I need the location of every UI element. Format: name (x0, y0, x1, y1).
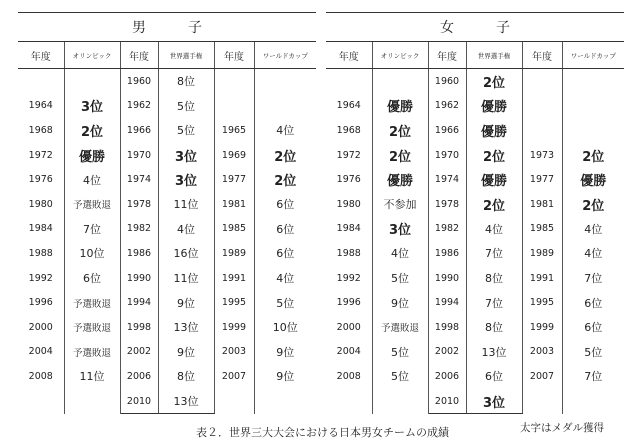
year-cell: 1966 (428, 118, 466, 143)
world-championship-cell: 13位 (158, 315, 214, 340)
year-cell: 1972 (326, 143, 372, 168)
olympics-cell: 5位 (372, 266, 428, 291)
year-cell: 1964 (18, 94, 64, 119)
year-cell: 2004 (326, 340, 372, 365)
header-world-cup: ワールドカップ (254, 42, 316, 69)
medal-note: 太字はメダル獲得 (520, 422, 604, 434)
year-cell: 1976 (18, 167, 64, 192)
world-cup-cell: 2位 (274, 174, 297, 190)
header-year: 年度 (214, 42, 254, 69)
table-row (326, 340, 624, 365)
table-row (326, 94, 624, 119)
table-row (18, 217, 316, 242)
year-cell: 1998 (428, 315, 466, 340)
year-cell: 1972 (18, 143, 64, 168)
year-cell (214, 94, 254, 119)
table-row (326, 315, 624, 340)
world-cup-cell (562, 389, 624, 414)
world-championship-cell: 9位 (158, 290, 214, 315)
world-championship-cell: 2位 (466, 143, 522, 168)
table-row (18, 290, 316, 315)
world-championship-cell: 3位 (466, 389, 522, 414)
world-cup-cell: 6位 (276, 247, 295, 261)
header-year: 年度 (120, 42, 158, 69)
year-cell: 1969 (214, 143, 254, 168)
year-cell: 1981 (522, 192, 562, 217)
year-cell: 1988 (326, 241, 372, 266)
year-cell: 2008 (326, 364, 372, 389)
year-cell: 2008 (18, 364, 64, 389)
header-olympics: オリンピック (64, 42, 120, 69)
year-cell: 1991 (522, 266, 562, 291)
year-cell: 1970 (120, 143, 158, 168)
olympics-cell: 予選敗退 (64, 315, 120, 340)
year-cell: 1977 (522, 167, 562, 192)
header-year: 年度 (326, 42, 372, 69)
year-cell: 1982 (428, 217, 466, 242)
year-cell: 1968 (18, 118, 64, 143)
women-table-body (326, 69, 624, 414)
olympics-cell: 不参加 (372, 192, 428, 217)
world-championship-cell: 13位 (466, 340, 522, 365)
header-world-championship: 世界選手権 (466, 42, 522, 69)
year-cell: 1988 (18, 241, 64, 266)
year-cell (522, 94, 562, 119)
year-cell: 1960 (120, 69, 158, 94)
world-cup-cell: 4位 (584, 222, 603, 236)
world-cup-cell: 6位 (276, 198, 295, 212)
olympics-cell: 11位 (64, 364, 120, 389)
world-cup-cell: 6位 (276, 222, 295, 236)
year-cell: 1984 (326, 217, 372, 242)
world-championship-cell: 5位 (158, 118, 214, 143)
olympics-cell: 優勝 (372, 94, 428, 119)
year-cell: 2000 (326, 315, 372, 340)
world-championship-cell: 5位 (158, 94, 214, 119)
year-cell (326, 69, 372, 94)
year-cell: 1989 (214, 241, 254, 266)
year-cell: 1994 (428, 290, 466, 315)
year-cell: 1966 (120, 118, 158, 143)
world-cup-cell: 4位 (584, 247, 603, 261)
table-row (18, 364, 316, 389)
year-cell: 2006 (120, 364, 158, 389)
women-header-row (326, 42, 624, 69)
women-table-title: 女 子 (326, 13, 624, 42)
olympics-cell: 10位 (64, 241, 120, 266)
year-cell: 2003 (522, 340, 562, 365)
olympics-cell: 9位 (372, 290, 428, 315)
table-row (326, 241, 624, 266)
year-cell: 2010 (120, 389, 158, 414)
year-cell: 1998 (120, 315, 158, 340)
year-cell: 2000 (18, 315, 64, 340)
year-cell: 1973 (522, 143, 562, 168)
table-row (326, 364, 624, 389)
world-cup-cell: 2位 (274, 149, 297, 165)
world-championship-cell: 2位 (466, 69, 522, 94)
year-cell: 1962 (120, 94, 158, 119)
year-cell: 1990 (428, 266, 466, 291)
year-cell: 1992 (18, 266, 64, 291)
table-row (326, 192, 624, 217)
year-cell: 1980 (326, 192, 372, 217)
year-cell: 1964 (326, 94, 372, 119)
year-cell: 2003 (214, 340, 254, 365)
world-cup-cell: 6位 (584, 321, 603, 335)
world-cup-cell: 9位 (276, 370, 295, 384)
olympics-cell: 優勝 (64, 143, 120, 168)
table-row (18, 340, 316, 365)
olympics-cell: 優勝 (372, 167, 428, 192)
world-cup-cell (254, 94, 316, 119)
olympics-cell (372, 69, 428, 94)
world-championship-cell: 3位 (158, 143, 214, 168)
year-cell: 1968 (326, 118, 372, 143)
world-championship-cell: 8位 (158, 364, 214, 389)
year-cell: 1996 (18, 290, 64, 315)
olympics-cell (64, 69, 120, 94)
world-championship-cell: 7位 (466, 290, 522, 315)
year-cell: 1995 (214, 290, 254, 315)
world-championship-cell: 優勝 (466, 118, 522, 143)
year-cell: 1962 (428, 94, 466, 119)
world-cup-cell: 2位 (582, 149, 605, 165)
year-cell: 1990 (120, 266, 158, 291)
year-cell: 1989 (522, 241, 562, 266)
olympics-cell: 4位 (64, 167, 120, 192)
world-championship-cell: 11位 (158, 266, 214, 291)
olympics-cell: 3位 (372, 217, 428, 242)
men-results-table (18, 12, 316, 414)
year-cell: 1976 (326, 167, 372, 192)
table-row (326, 69, 624, 94)
table-row (18, 241, 316, 266)
table-row (18, 167, 316, 192)
men-table-title: 男 子 (18, 13, 316, 42)
year-cell: 1986 (428, 241, 466, 266)
table-row (18, 118, 316, 143)
year-cell: 1974 (428, 167, 466, 192)
world-championship-cell: 8位 (158, 69, 214, 94)
world-cup-cell: 7位 (584, 370, 603, 384)
world-championship-cell: 優勝 (466, 94, 522, 119)
men-header-row (18, 42, 316, 69)
world-championship-cell: 9位 (158, 340, 214, 365)
year-cell: 2002 (428, 340, 466, 365)
table-row (326, 217, 624, 242)
olympics-cell: 予選敗退 (372, 315, 428, 340)
world-cup-cell: 2位 (582, 198, 605, 214)
year-cell (18, 69, 64, 94)
year-cell: 1978 (428, 192, 466, 217)
olympics-cell: 3位 (64, 94, 120, 119)
table-row (18, 266, 316, 291)
header-year: 年度 (522, 42, 562, 69)
table-row (326, 118, 624, 143)
year-cell: 1978 (120, 192, 158, 217)
year-cell: 2007 (214, 364, 254, 389)
olympics-cell: 4位 (372, 241, 428, 266)
world-championship-cell: 16位 (158, 241, 214, 266)
table-row (326, 290, 624, 315)
year-cell: 1977 (214, 167, 254, 192)
year-cell: 1984 (18, 217, 64, 242)
year-cell: 1974 (120, 167, 158, 192)
world-championship-cell: 優勝 (466, 167, 522, 192)
table-row (326, 167, 624, 192)
women-results-table (326, 12, 624, 414)
olympics-cell (64, 389, 120, 414)
olympics-cell: 5位 (372, 340, 428, 365)
olympics-cell: 2位 (372, 118, 428, 143)
world-championship-cell: 13位 (158, 389, 214, 414)
header-world-championship: 世界選手権 (158, 42, 214, 69)
world-cup-cell (562, 69, 624, 94)
year-cell: 1965 (214, 118, 254, 143)
world-championship-cell: 4位 (158, 217, 214, 242)
table-row (18, 315, 316, 340)
olympics-cell: 6位 (64, 266, 120, 291)
table-row (18, 69, 316, 94)
table-row (18, 389, 316, 414)
world-championship-cell: 2位 (466, 192, 522, 217)
world-championship-cell: 4位 (466, 217, 522, 242)
header-olympics: オリンピック (372, 42, 428, 69)
world-cup-cell: 優勝 (580, 174, 607, 190)
year-cell: 1986 (120, 241, 158, 266)
year-cell: 2007 (522, 364, 562, 389)
year-cell: 1982 (120, 217, 158, 242)
table-row (18, 143, 316, 168)
world-cup-cell (254, 69, 316, 94)
year-cell: 2010 (428, 389, 466, 414)
table-row (326, 389, 624, 414)
year-cell: 2004 (18, 340, 64, 365)
world-championship-cell: 8位 (466, 266, 522, 291)
year-cell: 1999 (214, 315, 254, 340)
header-year: 年度 (18, 42, 64, 69)
year-cell: 1992 (326, 266, 372, 291)
year-cell: 1960 (428, 69, 466, 94)
olympics-cell: 予選敗退 (64, 192, 120, 217)
world-cup-cell (562, 118, 624, 143)
year-cell: 1995 (522, 290, 562, 315)
year-cell (522, 118, 562, 143)
olympics-cell (372, 389, 428, 414)
olympics-cell: 予選敗退 (64, 340, 120, 365)
table-row (326, 266, 624, 291)
year-cell: 1994 (120, 290, 158, 315)
table-row (18, 94, 316, 119)
world-championship-cell: 7位 (466, 241, 522, 266)
world-cup-cell: 4位 (276, 272, 295, 286)
olympics-cell: 2位 (64, 118, 120, 143)
men-table-body (18, 69, 316, 414)
olympics-cell: 予選敗退 (64, 290, 120, 315)
year-cell: 1991 (214, 266, 254, 291)
world-cup-cell: 4位 (276, 124, 295, 138)
world-cup-cell: 7位 (584, 272, 603, 286)
olympics-cell: 5位 (372, 364, 428, 389)
header-world-cup: ワールドカップ (562, 42, 624, 69)
year-cell (326, 389, 372, 414)
year-cell: 1999 (522, 315, 562, 340)
world-cup-cell: 6位 (584, 296, 603, 310)
table-caption: 表２．世界三大大会における日本男女チームの成績 (196, 426, 449, 439)
table-row (18, 192, 316, 217)
year-cell (18, 389, 64, 414)
world-championship-cell: 6位 (466, 364, 522, 389)
year-cell: 1970 (428, 143, 466, 168)
world-cup-cell (254, 389, 316, 414)
table-row (326, 143, 624, 168)
year-cell: 1980 (18, 192, 64, 217)
year-cell (522, 389, 562, 414)
olympics-cell: 7位 (64, 217, 120, 242)
world-cup-cell: 9位 (276, 345, 295, 359)
year-cell: 2006 (428, 364, 466, 389)
world-championship-cell: 11位 (158, 192, 214, 217)
year-cell: 1981 (214, 192, 254, 217)
year-cell (522, 69, 562, 94)
year-cell (214, 389, 254, 414)
year-cell: 1996 (326, 290, 372, 315)
header-year: 年度 (428, 42, 466, 69)
world-cup-cell (562, 94, 624, 119)
world-cup-cell: 5位 (276, 296, 295, 310)
world-cup-cell: 5位 (584, 345, 603, 359)
year-cell: 1985 (214, 217, 254, 242)
year-cell: 1985 (522, 217, 562, 242)
world-championship-cell: 3位 (158, 167, 214, 192)
olympics-cell: 2位 (372, 143, 428, 168)
year-cell (214, 69, 254, 94)
world-championship-cell: 8位 (466, 315, 522, 340)
world-cup-cell: 10位 (272, 321, 298, 335)
year-cell: 2002 (120, 340, 158, 365)
